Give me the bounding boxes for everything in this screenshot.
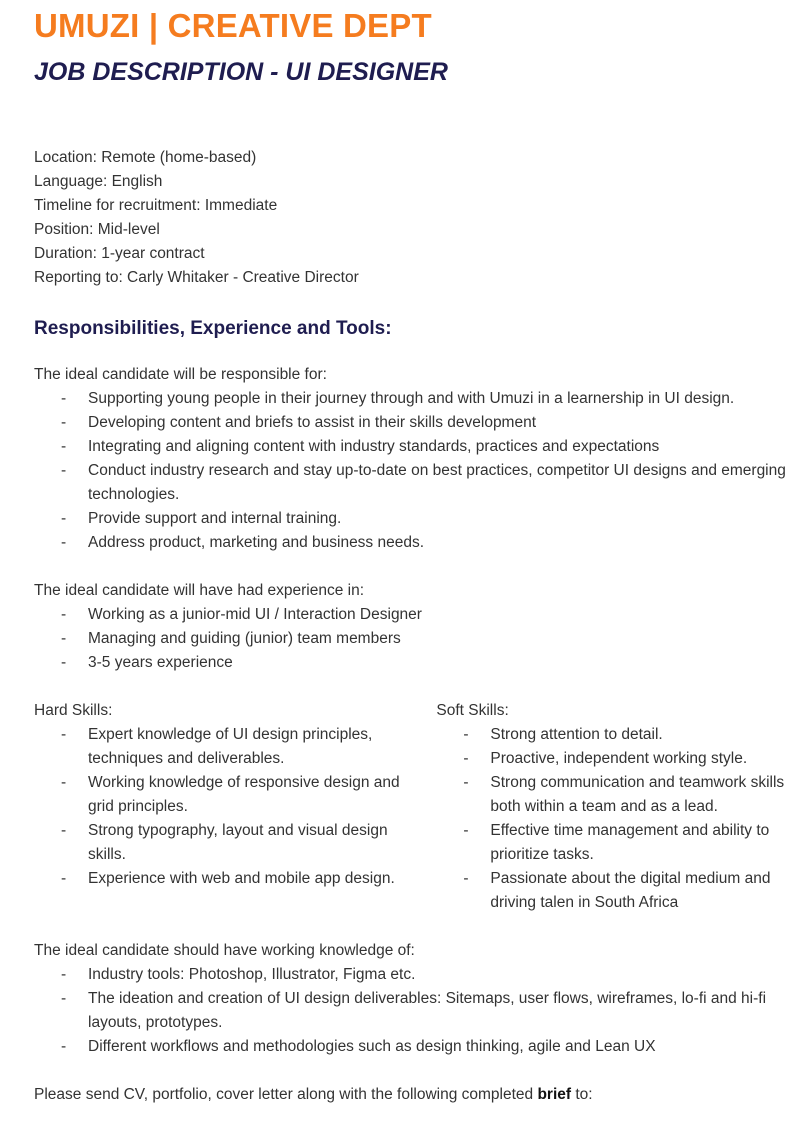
department-title: UMUZI | CREATIVE DEPT	[34, 7, 432, 44]
list-item: - Proactive, independent working style.	[436, 747, 804, 771]
knowledge-intro: The ideal candidate should have working knowledge of:	[34, 942, 415, 959]
document-page	[34, 6, 804, 1107]
closing-before: Please send CV, portfolio, cover letter along with the following completed	[34, 1086, 538, 1103]
list-item: - Effective time management and ability to prioritize tasks.	[436, 819, 804, 867]
list-item: - Developing content and briefs to assist in their skills development	[34, 411, 804, 435]
list-item: - Working as a junior-mid UI / Interaction Designer	[34, 603, 804, 627]
list-item: - Different workflows and methodologies such as design thinking, agile and Lean UX	[34, 1035, 804, 1059]
list-item: - Strong typography, layout and visual design skills.	[34, 819, 436, 867]
list-item: - Conduct industry research and stay up-to-date on best practices, competitor UI designs and emerging technologies.	[34, 459, 804, 507]
list-item: - 3-5 years experience	[34, 651, 804, 675]
list-item: - Expert knowledge of UI design principles, techniques and deliverables.	[34, 723, 436, 771]
list-item: - Passionate about the digital medium and driving talen in South Africa	[436, 867, 804, 915]
list-item: - Integrating and aligning content with industry standards, practices and expectations	[34, 435, 804, 459]
list-item: - Address product, marketing and business needs.	[34, 531, 804, 555]
soft-skills	[436, 699, 804, 915]
list-item: - Supporting young people in their journey through and with Umuzi in a learnership in UI design.	[34, 387, 804, 411]
experience-list	[34, 603, 804, 675]
section-title: Responsibilities, Experience and Tools:	[34, 318, 392, 339]
meta-timeline: Timeline for recruitment: Immediate	[34, 197, 278, 214]
meta-duration: Duration: 1-year contract	[34, 245, 205, 262]
list-item: - Provide support and internal training.	[34, 507, 804, 531]
list-item: - Strong attention to detail.	[436, 723, 804, 747]
brief-link: brief	[537, 1086, 572, 1103]
meta-position: Position: Mid-level	[34, 221, 160, 238]
list-item: - Strong communication and teamwork skills both within a team and as a lead.	[436, 771, 804, 819]
hard-skills	[34, 699, 436, 915]
responsibilities-list	[34, 387, 804, 555]
closing-text	[34, 1083, 804, 1107]
meta-location: Location: Remote (home-based)	[34, 149, 257, 166]
experience-intro: The ideal candidate will have had experience in:	[34, 582, 365, 599]
soft-skills-title: Soft Skills:	[436, 702, 509, 719]
list-item: - Managing and guiding (junior) team members	[34, 627, 804, 651]
meta-reporting: Reporting to: Carly Whitaker - Creative Director	[34, 269, 359, 286]
meta-language: Language: English	[34, 173, 163, 190]
job-title: JOB DESCRIPTION - UI DESIGNER	[34, 58, 448, 86]
list-item: - Experience with web and mobile app design.	[34, 867, 436, 891]
knowledge-list	[34, 963, 804, 1059]
job-meta	[34, 146, 804, 290]
closing-after: to:	[571, 1086, 593, 1103]
responsibilities-intro: The ideal candidate will be responsible for:	[34, 366, 327, 383]
hard-skills-list	[34, 723, 436, 891]
hard-skills-title: Hard Skills:	[34, 702, 113, 719]
skills-columns	[34, 699, 804, 915]
list-item: - Working knowledge of responsive design and grid principles.	[34, 771, 436, 819]
list-item: - Industry tools: Photoshop, Illustrator, Figma etc.	[34, 963, 804, 987]
list-item: - The ideation and creation of UI design deliverables: Sitemaps, user flows, wireframes, lo-fi and hi-fi layouts, prototypes.	[34, 987, 804, 1035]
soft-skills-list	[436, 723, 804, 915]
